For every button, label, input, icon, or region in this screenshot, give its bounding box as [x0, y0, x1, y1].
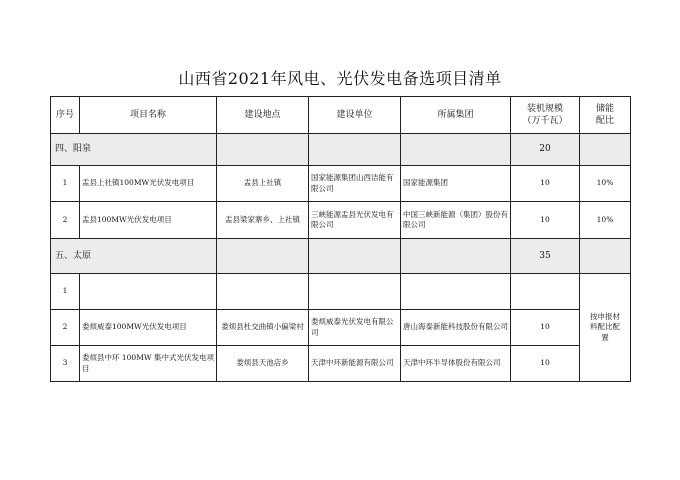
- table-row: [51, 310, 631, 346]
- cell-location: 娄烦县杜交曲镇小偏梁村: [217, 310, 309, 346]
- cell-seq: 2: [51, 310, 80, 346]
- cell: [401, 134, 511, 166]
- cell-location: 娄烦县天池店乡: [217, 346, 309, 382]
- cell: [309, 134, 401, 166]
- cell: [217, 134, 309, 166]
- cell-name: 盂县100MW光伏发电项目: [80, 202, 217, 239]
- cell-capacity: 10: [511, 310, 580, 346]
- region-capacity: 35: [511, 239, 580, 274]
- cell-capacity: 10: [511, 346, 580, 382]
- cell-capacity: 10: [511, 166, 580, 202]
- cell-location: 盂县梁家寨乡、上社镇: [217, 202, 309, 239]
- cell-storage: 10%: [580, 166, 631, 202]
- header-group: 所属集团: [401, 97, 511, 134]
- table-row: [51, 166, 631, 202]
- cell-group: 中国三峡新能源（集团）股份有限公司: [401, 202, 511, 239]
- cell: [401, 239, 511, 274]
- cell-group: [401, 274, 511, 310]
- cell-unit: [309, 274, 401, 310]
- table-row: [51, 274, 631, 310]
- cell-unit: 三峡能源盂县光伏发电有限公司: [309, 202, 401, 239]
- table-row: [51, 346, 631, 382]
- header-location: 建设地点: [217, 97, 309, 134]
- header-seq: 序号: [51, 97, 80, 134]
- region-label: 五、太原: [51, 239, 217, 274]
- cell-storage: 10%: [580, 202, 631, 239]
- cell: [580, 239, 631, 274]
- storage-note: [580, 274, 631, 382]
- table-row: [51, 202, 631, 239]
- cell-seq: 3: [51, 346, 80, 382]
- cell-name: [80, 274, 217, 310]
- region-row: [51, 134, 631, 166]
- cell-seq: 1: [51, 166, 80, 202]
- cell-group: 天津中环半导体股份有限公司: [401, 346, 511, 382]
- cell-capacity: 10: [511, 202, 580, 239]
- header-unit: 建设单位: [309, 97, 401, 134]
- cell-seq: 1: [51, 274, 80, 310]
- cell-group: 国家能源集团: [401, 166, 511, 202]
- cell: [309, 239, 401, 274]
- cell-location: [217, 274, 309, 310]
- header-storage: 储能 配比: [580, 97, 631, 134]
- cell-seq: 2: [51, 202, 80, 239]
- header-row: [51, 97, 631, 134]
- header-name: 项目名称: [80, 97, 217, 134]
- region-label: 四、阳泉: [51, 134, 217, 166]
- cell-location: 盂县上社镇: [217, 166, 309, 202]
- storage-note-text: 按申报材料配比配置: [590, 312, 620, 342]
- cell-capacity: [511, 274, 580, 310]
- header-capacity: 装机规模 （万千瓦）: [511, 97, 580, 134]
- project-list-table: [50, 96, 631, 382]
- cell-name: 盂县上社镇100MW光伏发电项目: [80, 166, 217, 202]
- region-capacity: 20: [511, 134, 580, 166]
- cell: [217, 239, 309, 274]
- cell: [580, 134, 631, 166]
- region-row: [51, 239, 631, 274]
- cell-group: 唐山海泰新能科技股份有限公司: [401, 310, 511, 346]
- cell-unit: 天津中环新能源有限公司: [309, 346, 401, 382]
- page-title: 山西省2021年风电、光伏发电备选项目清单: [178, 69, 502, 88]
- cell-unit: 国家能源集团山西洁能有限公司: [309, 166, 401, 202]
- cell-name: 娄烦县中环 100MW 集中式光伏发电项目: [80, 346, 217, 382]
- cell-name: 娄烦威泰100MW光伏发电项目: [80, 310, 217, 346]
- cell-unit: 娄烦威泰光伏发电有限公司: [309, 310, 401, 346]
